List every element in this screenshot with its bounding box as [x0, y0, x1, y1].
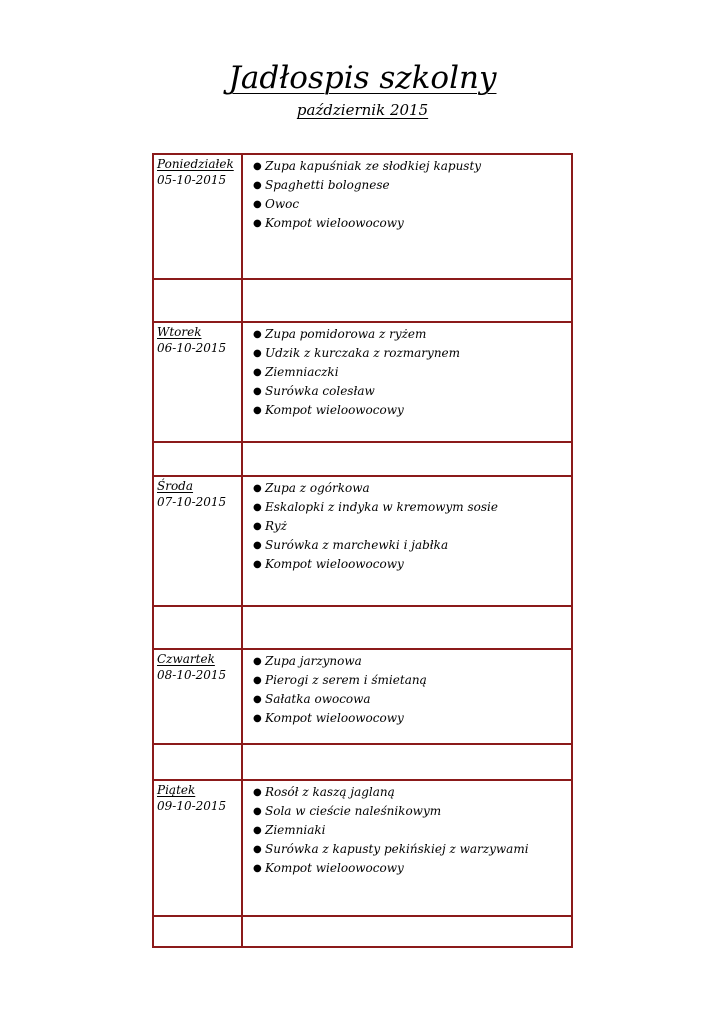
bullet-icon: ● [253, 483, 262, 494]
dish-label: Kompot wieloowocowy [265, 403, 404, 417]
dish-list [253, 652, 427, 728]
day-row-monday [154, 155, 571, 278]
day-cell [157, 478, 239, 510]
dish-list [253, 479, 498, 574]
bullet-icon: ● [253, 656, 262, 667]
bullet-icon: ● [253, 713, 262, 724]
bullet-icon: ● [253, 675, 262, 686]
list-item [253, 859, 529, 878]
bullet-icon: ● [253, 806, 262, 817]
day-date: 07-10-2015 [157, 495, 227, 509]
dish-label: Ziemniaczki [265, 365, 339, 379]
list-item [253, 157, 481, 176]
list-item [253, 517, 498, 536]
dish-label: Eskalopki z indyka w kremowym sosie [265, 500, 498, 514]
dish-label: Surówka z kapusty pekińskiej z warzywami [265, 842, 529, 856]
list-item [253, 176, 481, 195]
list-item [253, 214, 481, 233]
day-cell [157, 651, 239, 683]
dish-label: Udzik z kurczaka z rozmarynem [265, 346, 461, 360]
bullet-icon: ● [253, 218, 262, 229]
day-cell [157, 156, 239, 188]
column-divider [241, 477, 243, 605]
day-row-wednesday [154, 475, 571, 605]
list-item [253, 382, 460, 401]
dish-label: Sałatka owocowa [265, 692, 371, 706]
day-date: 08-10-2015 [157, 668, 227, 682]
day-name: Poniedziałek [157, 157, 234, 171]
column-divider [241, 781, 243, 915]
spacer-row [154, 441, 571, 475]
day-name: Czwartek [157, 652, 215, 666]
bullet-icon: ● [253, 787, 262, 798]
day-name: Piątek [157, 783, 196, 797]
dish-label: Surówka colesław [265, 384, 375, 398]
spacer-row [154, 605, 571, 648]
column-divider [241, 745, 243, 779]
list-item [253, 783, 529, 802]
spacer-row [154, 915, 571, 946]
bullet-icon: ● [253, 199, 262, 210]
list-item [253, 401, 460, 420]
dish-label: Kompot wieloowocowy [265, 557, 404, 571]
dish-label: Rosół z kaszą jaglaną [265, 785, 395, 799]
spacer-row [154, 743, 571, 779]
dish-label: Kompot wieloowocowy [265, 861, 404, 875]
dish-label: Ziemniaki [265, 823, 326, 837]
page-subtitle: październik 2015 [296, 101, 429, 119]
bullet-icon: ● [253, 161, 262, 172]
bullet-icon: ● [253, 502, 262, 513]
list-item [253, 840, 529, 859]
day-name: Środa [157, 479, 194, 493]
dish-label: Ryż [265, 519, 287, 533]
dish-label: Surówka z marchewki i jabłka [265, 538, 449, 552]
day-date: 06-10-2015 [157, 341, 227, 355]
column-divider [241, 323, 243, 441]
day-cell [157, 324, 239, 356]
bullet-icon: ● [253, 559, 262, 570]
dish-list [253, 783, 529, 878]
day-date: 09-10-2015 [157, 799, 227, 813]
list-item [253, 325, 460, 344]
column-divider [241, 155, 243, 278]
list-item [253, 536, 498, 555]
dish-label: Zupa pomidorowa z ryżem [265, 327, 427, 341]
day-row-tuesday [154, 321, 571, 441]
bullet-icon: ● [253, 521, 262, 532]
dish-label: Pierogi z serem i śmietaną [265, 673, 427, 687]
page-title: Jadłospis szkolny [228, 60, 497, 96]
list-item [253, 195, 481, 214]
bullet-icon: ● [253, 844, 262, 855]
dish-label: Spaghetti bolognese [265, 178, 390, 192]
bullet-icon: ● [253, 348, 262, 359]
list-item [253, 671, 427, 690]
dish-label: Zupa z ogórkowa [265, 481, 370, 495]
dish-label: Zupa kapuśniak ze słodkiej kapusty [265, 159, 482, 173]
column-divider [241, 650, 243, 743]
bullet-icon: ● [253, 540, 262, 551]
bullet-icon: ● [253, 329, 262, 340]
list-item [253, 652, 427, 671]
list-item [253, 344, 460, 363]
bullet-icon: ● [253, 405, 262, 416]
list-item [253, 498, 498, 517]
day-name: Wtorek [157, 325, 202, 339]
bullet-icon: ● [253, 694, 262, 705]
day-date: 05-10-2015 [157, 173, 227, 187]
bullet-icon: ● [253, 863, 262, 874]
dish-list [253, 325, 460, 420]
list-item [253, 363, 460, 382]
day-row-thursday [154, 648, 571, 743]
column-divider [241, 917, 243, 946]
bullet-icon: ● [253, 367, 262, 378]
column-divider [241, 607, 243, 648]
dish-label: Kompot wieloowocowy [265, 711, 404, 725]
list-item [253, 690, 427, 709]
dish-label: Sola w cieście naleśnikowym [265, 804, 442, 818]
day-cell [157, 782, 239, 814]
list-item [253, 802, 529, 821]
day-row-friday [154, 779, 571, 915]
list-item [253, 821, 529, 840]
dish-label: Owoc [265, 197, 300, 211]
column-divider [241, 280, 243, 321]
list-item [253, 709, 427, 728]
bullet-icon: ● [253, 825, 262, 836]
bullet-icon: ● [253, 386, 262, 397]
list-item [253, 479, 498, 498]
dish-label: Kompot wieloowocowy [265, 216, 404, 230]
bullet-icon: ● [253, 180, 262, 191]
spacer-row [154, 278, 571, 321]
dish-list [253, 157, 481, 233]
dish-label: Zupa jarzynowa [265, 654, 362, 668]
menu-table [152, 153, 573, 948]
column-divider [241, 443, 243, 475]
list-item [253, 555, 498, 574]
